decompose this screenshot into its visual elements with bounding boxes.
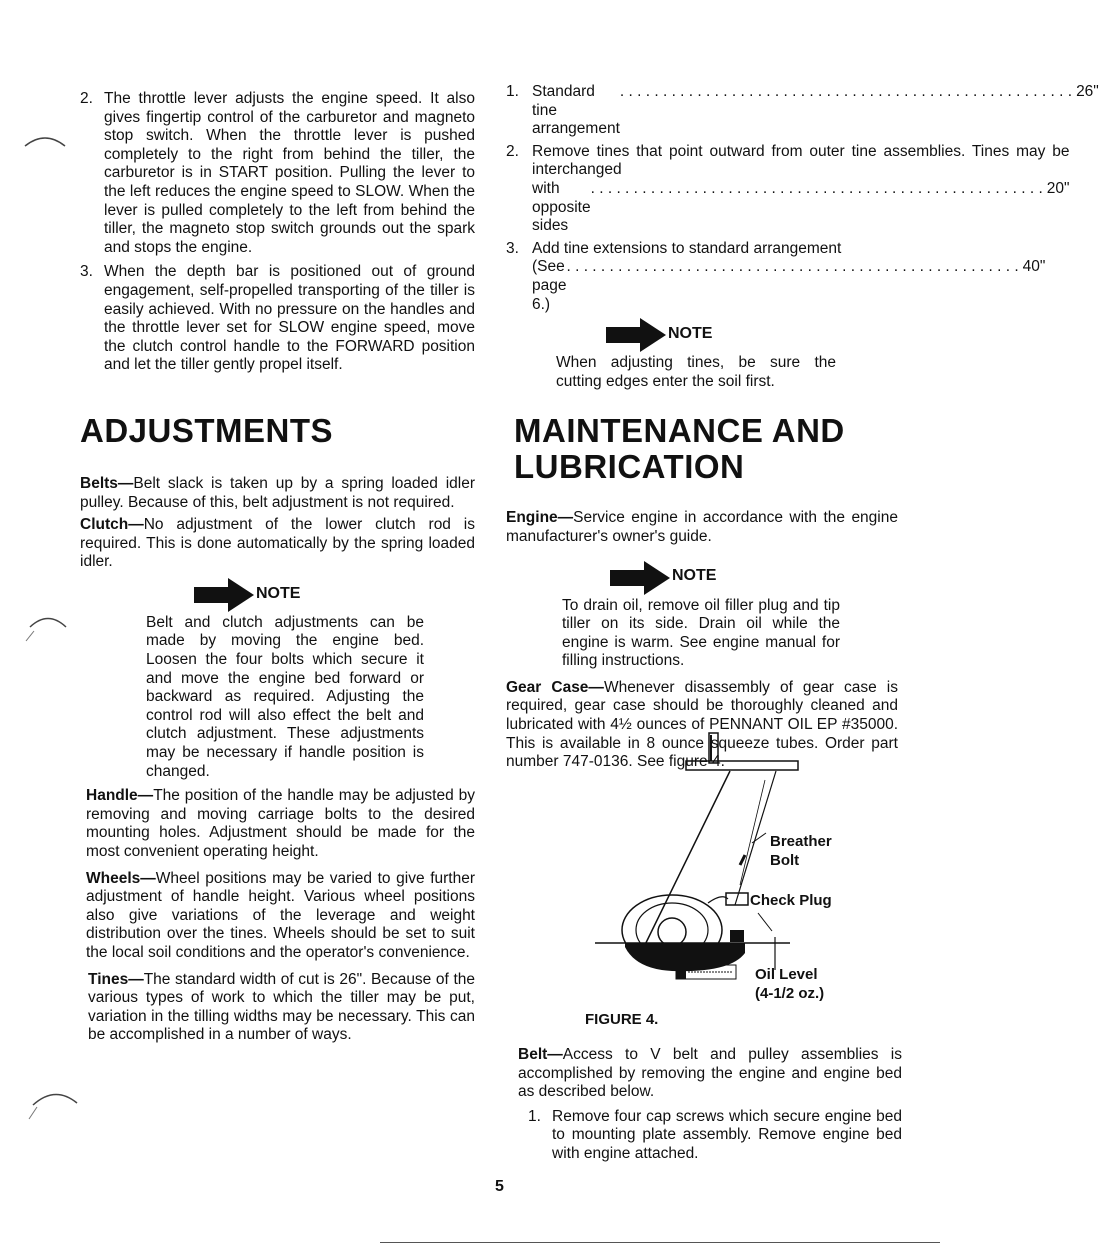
list-item — [518, 1108, 902, 1164]
list-number: 2. — [80, 90, 93, 107]
note-belt-clutch — [80, 578, 475, 781]
engine-label: Engine— — [506, 509, 574, 527]
note-tines — [506, 318, 898, 391]
belt-label: Belt— — [518, 1046, 563, 1063]
breather-label: Breather — [770, 833, 832, 850]
oil-level-label: Oil Level — [755, 966, 818, 983]
tines-label: Tines— — [88, 970, 144, 988]
handle-paragraph — [80, 787, 475, 861]
gear-case-label: Gear Case— — [506, 678, 604, 696]
wheels-paragraph — [80, 870, 475, 963]
leader-dots — [620, 83, 1072, 139]
left-column — [80, 90, 475, 1049]
margin-mark — [25, 1085, 80, 1125]
list-number: 2. — [506, 142, 519, 160]
note-label: NOTE — [256, 584, 301, 602]
belts-text: Belt slack is taken up by a spring loaded idler pulley. Because of this, belt adjustment is not required. — [80, 474, 475, 511]
clutch-text: No adjustment of the lower clutch rod is required. This is done automatically by the spring loaded idler. — [80, 516, 475, 571]
arrow-right-icon — [610, 561, 670, 593]
engine-text: Service engine in accordance with the engine manufacturer's owner's guide. — [506, 509, 898, 545]
figure-4 — [580, 725, 900, 1035]
note-header — [610, 561, 898, 593]
section-heading-adjustments: ADJUSTMENTS — [80, 411, 334, 449]
tines-text: The standard width of cut is 26". Because of the various types of work to which the tiller may be put, variation in the tilling widths may be necessary. This can be accomplished in a number of ways. — [88, 970, 475, 1044]
figure-caption: FIGURE 4. — [585, 1011, 659, 1028]
tine-text: Remove tines that point outward from outer tine assemblies. Tines may be interchanged — [532, 142, 1070, 179]
tine-width: 26" — [1076, 83, 1099, 100]
belt-section — [518, 1046, 902, 1170]
right-column — [506, 83, 1099, 776]
list-number: 3. — [80, 263, 93, 281]
belts-paragraph — [80, 475, 475, 512]
leader-dots — [566, 258, 1018, 314]
tine-text: Add tine extensions to standard arrangement — [532, 239, 842, 257]
margin-mark — [20, 128, 70, 158]
tine-text-last: with opposite sides — [532, 179, 591, 235]
clutch-label: Clutch— — [80, 516, 144, 534]
belt-text: Access to V belt and pulley assemblies is accomplished by removing the engine and engine bed as described below. — [518, 1046, 902, 1101]
note-text: To drain oil, remove oil filler plug and tip tiller on its side. Drain oil while the engine is warm. See engine manual for filling instructions. — [562, 596, 840, 670]
oil-amount-label: (4-1/2 oz.) — [755, 985, 825, 1002]
list-text: Remove four cap screws which secure engine bed to mounting plate assembly. Remove engine bed with engine attached. — [552, 1107, 902, 1162]
leader-dots — [591, 180, 1043, 236]
tine-width: 20" — [1046, 179, 1070, 197]
note-text: When adjusting tines, be sure the cutting edges enter the soil first. — [556, 354, 836, 390]
tine-text-last: (See page 6.) — [532, 258, 567, 313]
tine-option — [506, 83, 1099, 139]
engine-paragraph — [506, 509, 898, 546]
tine-text: Standard tine arrangement — [532, 83, 620, 138]
section-heading-maintenance: MAINTENANCE AND LUBRICATION — [514, 412, 845, 486]
arrow-right-icon — [606, 318, 666, 350]
note-header — [606, 318, 898, 350]
gear-case-diagram — [580, 725, 900, 1005]
page-number: 5 — [495, 1178, 504, 1195]
list-number: 1. — [506, 83, 519, 100]
list-item — [80, 263, 475, 375]
gear-case-text: Whenever disassembly of gear case is required, gear case should be thoroughly cleaned and lubricated with 4½ ounces of PENNANT OIL EP #35000. This is available in 8 ounce squeeze tubes. Order part number 747-0136. See figure 4. — [506, 678, 898, 771]
tine-option — [506, 239, 1046, 314]
clutch-paragraph — [80, 516, 475, 572]
footer-rule — [380, 1242, 940, 1243]
note-drain-oil — [506, 561, 898, 671]
belts-label: Belts— — [80, 474, 134, 492]
belt-paragraph — [518, 1046, 902, 1102]
margin-mark — [20, 605, 70, 645]
list-text: When the depth bar is positioned out of ground engagement, self-propelled transporting of the tiller is easily achieved. With no pressure on the handles and the throttle lever set for SLOW engine speed, move the clutch control handle to the FORWARD position and let the tiller gently propel itself. — [104, 263, 475, 374]
check-plug-label: Check Plug — [750, 892, 832, 909]
note-header — [194, 578, 475, 610]
handle-text: The position of the handle may be adjusted by removing and moving carriage bolts to the desired mounting holes. Adjustment should be made for the most convenient operating height. — [86, 787, 475, 860]
list-number: 1. — [528, 1107, 541, 1125]
list-text: The throttle lever adjusts the engine speed. It also gives fingertip control of the carburetor and magneto stop switch. When the throttle lever is pushed completely to the right from behind the tiller, the carburetor is in START position. Pulling the lever to the left reduces the engine speed to SLOW. When the lever is pulled completely to the left from behind the tiller, the magneto stop switch grounds out the spark and stops the engine. — [104, 90, 475, 256]
tines-paragraph — [80, 971, 475, 1045]
wheels-text: Wheel positions may be varied to give further adjustment of handle height. Various wheel positions also give variations of the leverage and weight distribution over the tines. Wheels should be set to suit the local soil conditions and the operator's convenience. — [86, 869, 475, 961]
wheels-label: Wheels— — [86, 869, 156, 887]
arrow-right-icon — [194, 578, 254, 610]
note-label: NOTE — [672, 567, 717, 585]
note-label: NOTE — [668, 324, 713, 342]
handle-label: Handle— — [86, 787, 154, 805]
list-item — [80, 90, 475, 257]
bolt-label: Bolt — [770, 852, 800, 869]
tine-width: 40" — [1022, 258, 1046, 276]
note-text: Belt and clutch adjustments can be made by moving the engine bed. Loosen the four bolts which secure it and move the engine bed forward or backward as required. Adjusting the control rod will also effect the belt and clutch adjustment. These adjustments may be necessary if handle position is changed. — [146, 613, 424, 780]
tine-option — [506, 142, 1070, 236]
list-number: 3. — [506, 239, 519, 257]
